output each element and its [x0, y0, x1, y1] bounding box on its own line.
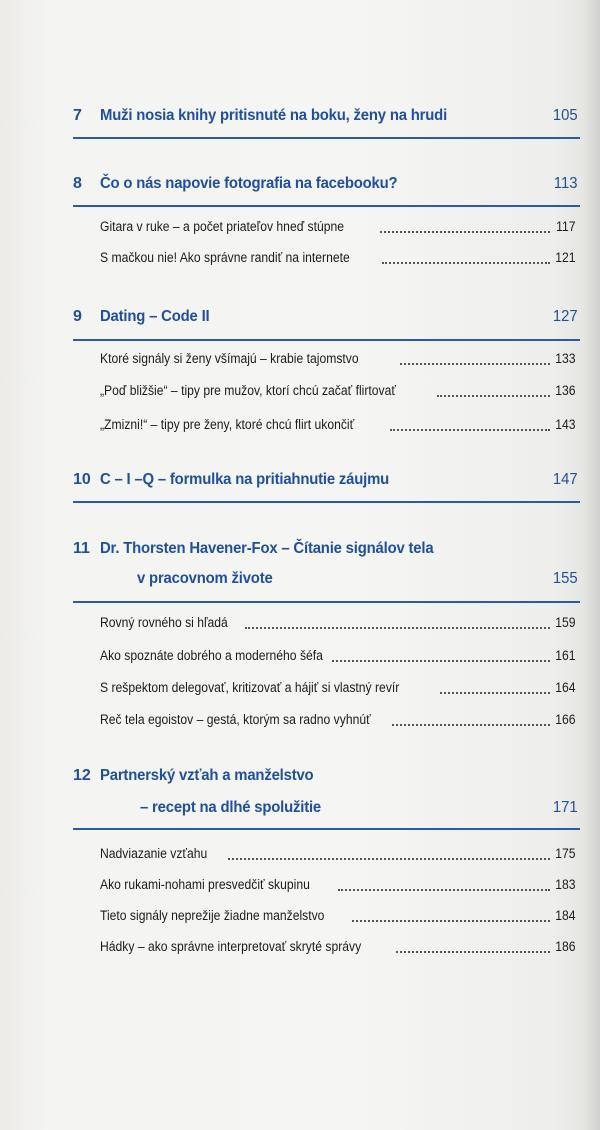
- entry-label: Ktoré signály si ženy všímajú – krabie tajomstvo: [100, 351, 359, 366]
- chapter-12-heading: [73, 762, 578, 822]
- entry-page-number: 159: [555, 615, 576, 630]
- chapter-9-rule: [73, 339, 580, 341]
- entry-label: „Poď bližšie“ – tipy pre mužov, ktorí chcú začať flirtovať: [100, 383, 396, 398]
- entry-label: „Zmizni!“ – tipy pre ženy, ktoré chcú flirt ukončiť: [100, 417, 355, 432]
- chapter-title: Čo o nás napovie fotografia na facebooku?: [100, 175, 398, 192]
- chapter-number: 10: [73, 471, 91, 488]
- toc-entry: [100, 612, 576, 634]
- entry-label: S mačkou nie! Ako správne randiť na internete: [100, 250, 350, 265]
- toc-entry: [100, 709, 576, 731]
- entry-label: S rešpektom delegovať, kritizovať a hájiť si vlastný revír: [100, 680, 400, 695]
- chapter-title: C – I –Q – formulka na pritiahnutie záujmu: [100, 471, 390, 488]
- chapter-number: 9: [73, 308, 82, 325]
- chapter-7-rule: [73, 137, 580, 139]
- dot-leader: [400, 361, 550, 365]
- toc-entry: [100, 843, 576, 865]
- entry-label: Ako rukami-nohami presvedčiť skupinu: [100, 877, 310, 892]
- dot-leader: [352, 918, 550, 922]
- entry-label: Reč tela egoistov – gestá, ktorým sa radno vyhnúť: [100, 712, 371, 727]
- chapter-title-line-2: – recept na dlhé spolužitie: [140, 799, 322, 816]
- dot-leader: [338, 887, 550, 891]
- entry-label: Ako spoznáte dobrého a moderného šéfa: [100, 648, 323, 663]
- chapter-9-heading: [73, 303, 578, 331]
- entry-page-number: 166: [555, 712, 576, 727]
- entry-page-number: 183: [555, 877, 576, 892]
- chapter-title-line-2: v pracovnom živote: [137, 570, 273, 587]
- entry-page-number: 133: [555, 351, 576, 366]
- dot-leader: [437, 393, 550, 397]
- dot-leader: [332, 658, 550, 662]
- chapter-12-rule: [73, 828, 580, 830]
- toc-entry: [100, 380, 576, 402]
- chapter-page-number: 105: [553, 107, 578, 124]
- entry-page-number: 186: [555, 939, 576, 954]
- entry-label: Nadviazanie vzťahu: [100, 846, 208, 861]
- chapter-number: 11: [73, 540, 90, 557]
- toc-entry: [100, 414, 576, 436]
- entry-page-number: 164: [555, 680, 576, 695]
- dot-leader: [396, 949, 550, 953]
- chapter-number: 12: [73, 767, 91, 784]
- toc-entry: [100, 247, 576, 269]
- chapter-10-heading: [73, 466, 578, 494]
- chapter-11-rule: [73, 601, 580, 603]
- chapter-title-line-1: Dr. Thorsten Havener-Fox – Čítanie signálov tela: [100, 540, 434, 557]
- entry-label: Tieto signály neprežije žiadne manželstvo: [100, 908, 325, 923]
- chapter-number: 8: [73, 175, 82, 192]
- chapter-11-heading: [73, 535, 578, 593]
- entry-page-number: 117: [556, 219, 576, 234]
- entry-page-number: 184: [555, 908, 576, 923]
- toc-entry: [100, 216, 576, 238]
- chapter-page-number: 171: [553, 799, 578, 816]
- chapter-title: Muži nosia knihy pritisnuté na boku, ženy na hrudi: [100, 107, 448, 124]
- entry-page-number: 161: [555, 648, 576, 663]
- entry-page-number: 143: [555, 417, 576, 432]
- toc-entry: [100, 348, 576, 370]
- dot-leader: [228, 856, 550, 860]
- entry-label: Rovný rovného si hľadá: [100, 615, 228, 630]
- entry-page-number: 136: [555, 383, 576, 398]
- entry-page-number: 175: [555, 846, 576, 861]
- toc-entry: [100, 645, 576, 667]
- entry-label: Hádky – ako správne interpretovať skryté správy: [100, 939, 362, 954]
- chapter-8-heading: [73, 170, 578, 198]
- toc-entry: [100, 936, 576, 958]
- toc-entry: [100, 874, 576, 896]
- chapter-8-rule: [73, 205, 580, 207]
- chapter-10-rule: [73, 501, 580, 503]
- chapter-7-heading: [73, 102, 578, 130]
- chapter-page-number: 127: [553, 308, 578, 325]
- dot-leader: [382, 260, 550, 264]
- entry-page-number: 121: [555, 250, 576, 265]
- chapter-title: Dating – Code II: [100, 308, 210, 325]
- dot-leader: [390, 427, 550, 431]
- chapter-page-number: 113: [554, 175, 578, 192]
- toc-entry: [100, 677, 576, 699]
- chapter-title-line-1: Partnerský vzťah a manželstvo: [100, 767, 314, 784]
- dot-leader: [245, 625, 550, 629]
- chapter-page-number: 147: [553, 471, 578, 488]
- dot-leader: [392, 722, 550, 726]
- dot-leader: [440, 690, 550, 694]
- chapter-page-number: 155: [553, 570, 578, 587]
- chapter-number: 7: [73, 107, 82, 124]
- entry-label: Gitara v ruke – a počet priateľov hneď stúpne: [100, 219, 345, 234]
- dot-leader: [380, 229, 550, 233]
- toc-entry: [100, 905, 576, 927]
